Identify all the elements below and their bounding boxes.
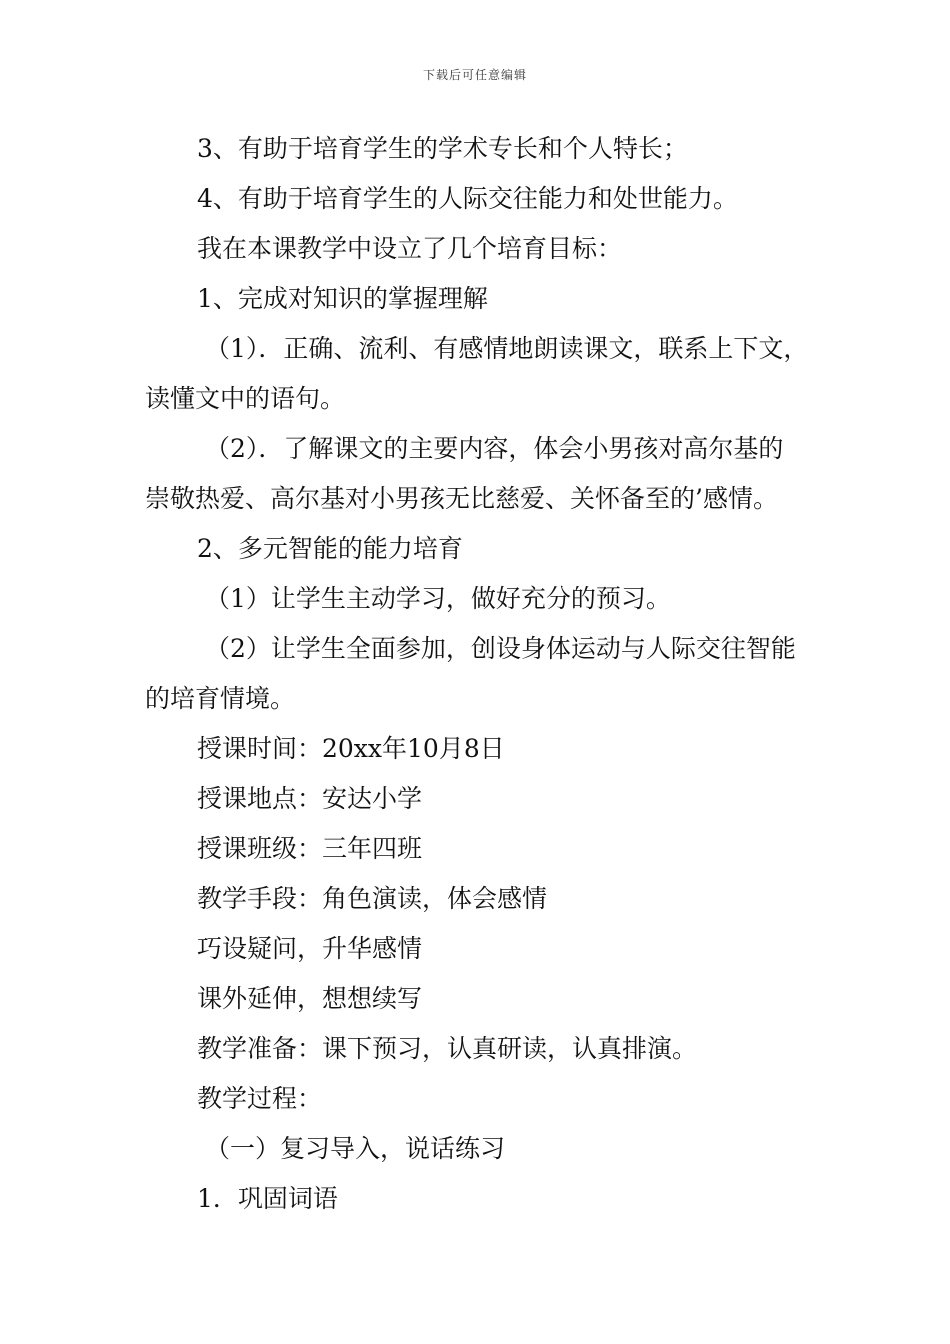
paragraph-continuation: 读懂文中的语句。	[145, 384, 346, 413]
paragraph: 授课班级：三年四班	[197, 834, 423, 863]
paragraph: 授课时间：20xx年10月8日	[197, 734, 505, 763]
paragraph-continuation: 的培育情境。	[145, 684, 296, 713]
paragraph: 教学手段：角色演读，体会感情	[197, 884, 548, 913]
paragraph: 教学过程：	[197, 1084, 323, 1113]
paragraph: 课外延伸，想想续写	[197, 984, 423, 1013]
paragraph: 教学准备：课下预习，认真研读，认真排演。	[197, 1034, 698, 1063]
paragraph: （一）复习导入，说话练习	[205, 1134, 506, 1163]
page-header: 下载后可任意编辑	[422, 68, 527, 82]
paragraph: 3、有助于培育学生的学术专长和个人特长；	[197, 134, 688, 163]
paragraph: （2）让学生全面参加，创设身体运动与人际交往智能	[205, 634, 796, 663]
paragraph: 1．巩固词语	[197, 1184, 338, 1213]
paragraph: 2、多元智能的能力培育	[197, 534, 463, 563]
paragraph: （1）让学生主动学习，做好充分的预习。	[205, 584, 671, 613]
paragraph: 我在本课教学中设立了几个培育目标：	[197, 234, 623, 263]
paragraph: （2）．了解课文的主要内容，体会小男孩对高尔基的	[205, 434, 784, 463]
paragraph-continuation: 崇敬热爱、高尔基对小男孩无比慈爱、关怀备至的’感情。	[145, 484, 778, 513]
paragraph: 巧设疑问，升华感情	[197, 934, 423, 963]
paragraph: 4、有助于培育学生的人际交往能力和处世能力。	[197, 184, 738, 213]
document-body	[145, 124, 815, 1224]
paragraph: 授课地点：安达小学	[197, 784, 423, 813]
paragraph: （1）．正确、流利、有感情地朗读课文，联系上下文，	[205, 334, 809, 363]
paragraph: 1、完成对知识的掌握理解	[197, 284, 488, 313]
